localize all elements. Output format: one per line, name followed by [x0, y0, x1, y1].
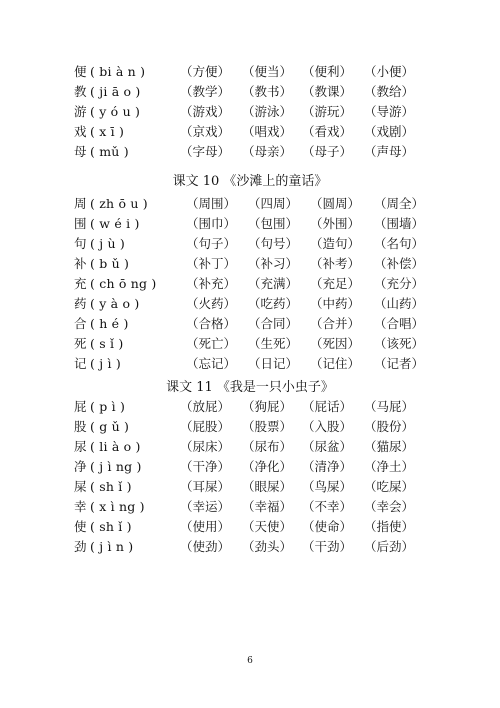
vocab-word: （导游）: [364, 104, 415, 119]
vocab-word: （干净）: [180, 459, 231, 474]
hanzi-char: 幸: [74, 499, 87, 514]
vocab-word: （鸟屎）: [302, 479, 353, 494]
vocab-word: （山药）: [374, 296, 425, 311]
hanzi-char: 药: [74, 296, 87, 311]
pinyin: ( b ǔ ): [90, 256, 130, 271]
pinyin: ( ch ō ng ): [90, 276, 157, 291]
vocab-word: （吃屎）: [364, 479, 415, 494]
lesson-heading-num: 11: [196, 380, 213, 395]
vocab-word: （使劲）: [180, 539, 231, 554]
hanzi-char: 周: [74, 196, 87, 211]
lesson-heading-label: 课文: [166, 380, 193, 395]
vocab-word: （屁话）: [302, 399, 353, 414]
vocab-word: （净土）: [364, 459, 415, 474]
pinyin: ( p ì ): [90, 399, 126, 414]
lesson-heading: [0, 378, 500, 398]
hanzi-char: 句: [74, 236, 87, 251]
lesson-heading-title: 《我是一只小虫子》: [216, 380, 334, 395]
vocab-word: （教课）: [302, 84, 353, 99]
pinyin: ( j ì ): [90, 356, 121, 371]
pinyin: ( s ǐ ): [90, 336, 124, 351]
vocab-word: （股份）: [364, 419, 415, 434]
pinyin: ( w é i ): [90, 216, 140, 231]
vocab-word: （周全）: [374, 196, 425, 211]
pinyin: ( h é ): [90, 316, 129, 331]
vocab-word: （四周）: [248, 196, 299, 211]
hanzi-char: 记: [74, 356, 87, 371]
vocab-word: （尿布）: [242, 439, 293, 454]
vocab-word: （吃药）: [248, 296, 299, 311]
hanzi-char: 股: [74, 419, 87, 434]
pinyin: ( sh ǐ ): [90, 479, 132, 494]
vocab-word: （游玩）: [302, 104, 353, 119]
vocab-word: （声母）: [364, 144, 415, 159]
lesson-heading: [0, 172, 500, 192]
vocab-word: （净化）: [242, 459, 293, 474]
vocab-word: （补充）: [186, 276, 237, 291]
vocab-word: （小便）: [364, 64, 415, 79]
vocab-word: （包围）: [248, 216, 299, 231]
hanzi-char: 围: [74, 216, 87, 231]
pinyin: ( j ì n ): [90, 539, 134, 554]
vocab-word: （使用）: [180, 519, 231, 534]
vocab-word: （合并）: [310, 316, 361, 331]
vocab-word: （充满）: [248, 276, 299, 291]
vocab-word: （耳屎）: [180, 479, 231, 494]
pinyin: ( mǔ ): [90, 144, 129, 159]
vocab-word: （京戏）: [180, 124, 231, 139]
hanzi-char: 合: [74, 316, 87, 331]
vocab-word: （该死）: [374, 336, 425, 351]
vocab-word: （围巾）: [186, 216, 237, 231]
pinyin: ( x ì ng ): [90, 499, 145, 514]
hanzi-char: 母: [74, 144, 87, 159]
hanzi-char: 尿: [74, 439, 87, 454]
hanzi-char: 充: [74, 276, 87, 291]
vocab-word: （合同）: [248, 316, 299, 331]
hanzi-char: 净: [74, 459, 87, 474]
vocab-word: （幸福）: [242, 499, 293, 514]
vocab-word: （合唱）: [374, 316, 425, 331]
pinyin: ( y ó u ): [90, 104, 141, 119]
vocab-word: （句号）: [248, 236, 299, 251]
vocab-word: （猫尿）: [364, 439, 415, 454]
vocab-word: （不幸）: [302, 499, 353, 514]
vocab-word: （股票）: [242, 419, 293, 434]
pinyin: ( x ī ): [90, 124, 125, 139]
vocab-word: （补考）: [310, 256, 361, 271]
vocab-word: （戏剧）: [364, 124, 415, 139]
hanzi-char: 游: [74, 104, 87, 119]
vocab-word: （名句）: [374, 236, 425, 251]
pinyin: ( y à o ): [90, 296, 140, 311]
vocab-word: （母亲）: [242, 144, 293, 159]
vocab-word: （围墙）: [374, 216, 425, 231]
vocab-word: （看戏）: [302, 124, 353, 139]
vocab-word: （使命）: [302, 519, 353, 534]
vocab-word: （眼屎）: [242, 479, 293, 494]
vocab-word: （狗屁）: [242, 399, 293, 414]
vocab-word: （生死）: [248, 336, 299, 351]
vocab-word: （日记）: [248, 356, 299, 371]
vocab-word: （句子）: [186, 236, 237, 251]
vocab-word: （补习）: [248, 256, 299, 271]
vocab-word: （游戏）: [180, 104, 231, 119]
vocab-word: （死亡）: [186, 336, 237, 351]
vocab-word: （充足）: [310, 276, 361, 291]
vocab-word: （便利）: [302, 64, 353, 79]
vocab-word: （唱戏）: [242, 124, 293, 139]
vocab-word: （补丁）: [186, 256, 237, 271]
vocab-word: （干劲）: [302, 539, 353, 554]
pinyin: ( zh ō u ): [90, 196, 148, 211]
pinyin: ( j ù ): [90, 236, 125, 251]
vocab-word: （幸运）: [180, 499, 231, 514]
vocab-word: （天使）: [242, 519, 293, 534]
hanzi-char: 劲: [74, 539, 87, 554]
hanzi-char: 戏: [74, 124, 87, 139]
vocab-word: （教给）: [364, 84, 415, 99]
vocab-word: （字母）: [180, 144, 231, 159]
hanzi-char: 教: [74, 84, 87, 99]
pinyin: ( g ǔ ): [90, 419, 130, 434]
hanzi-char: 补: [74, 256, 87, 271]
vocab-word: （死因）: [310, 336, 361, 351]
lesson-heading-num: 10: [202, 174, 220, 189]
vocab-word: （劲头）: [242, 539, 293, 554]
vocab-word: （圆周）: [310, 196, 361, 211]
pinyin: ( j ì ng ): [90, 459, 142, 474]
vocab-word: （马屁）: [364, 399, 415, 414]
vocab-word: （外围）: [310, 216, 361, 231]
page-number: 6: [247, 656, 253, 666]
vocab-word: （周围）: [186, 196, 237, 211]
hanzi-char: 死: [74, 336, 87, 351]
vocab-word: （便当）: [242, 64, 293, 79]
hanzi-char: 屎: [74, 479, 87, 494]
vocab-word: （合格）: [186, 316, 237, 331]
vocab-word: （忘记）: [186, 356, 237, 371]
vocab-word: （指使）: [364, 519, 415, 534]
vocab-word: （放屁）: [180, 399, 231, 414]
vocab-word: （记住）: [310, 356, 361, 371]
pinyin: ( li à o ): [90, 439, 141, 454]
vocab-word: （火药）: [186, 296, 237, 311]
hanzi-char: 便: [74, 64, 87, 79]
vocab-word: （造句）: [310, 236, 361, 251]
vocab-word: （尿盆）: [302, 439, 353, 454]
hanzi-char: 使: [74, 519, 87, 534]
pinyin: ( bi à n ): [90, 64, 146, 79]
vocab-word: （幸会）: [364, 499, 415, 514]
lesson-heading-label: 课文: [172, 174, 199, 189]
vocab-word: （中药）: [310, 296, 361, 311]
vocab-word: （补偿）: [374, 256, 425, 271]
pinyin: ( sh ǐ ): [90, 519, 132, 534]
vocab-word: （清净）: [302, 459, 353, 474]
lesson-heading-title: 《沙滩上的童话》: [223, 174, 328, 189]
vocab-word: （教书）: [242, 84, 293, 99]
vocab-word: （充分）: [374, 276, 425, 291]
vocab-word: （教学）: [180, 84, 231, 99]
vocab-word: （入股）: [302, 419, 353, 434]
pinyin: ( ji ā o ): [90, 84, 141, 99]
vocab-word: （后劲）: [364, 539, 415, 554]
vocab-word: （方便）: [180, 64, 231, 79]
vocab-word: （记者）: [374, 356, 425, 371]
vocab-word: （屁股）: [180, 419, 231, 434]
vocab-word: （母子）: [302, 144, 353, 159]
vocab-word: （尿床）: [180, 439, 231, 454]
hanzi-char: 屁: [74, 399, 87, 414]
vocab-word: （游泳）: [242, 104, 293, 119]
